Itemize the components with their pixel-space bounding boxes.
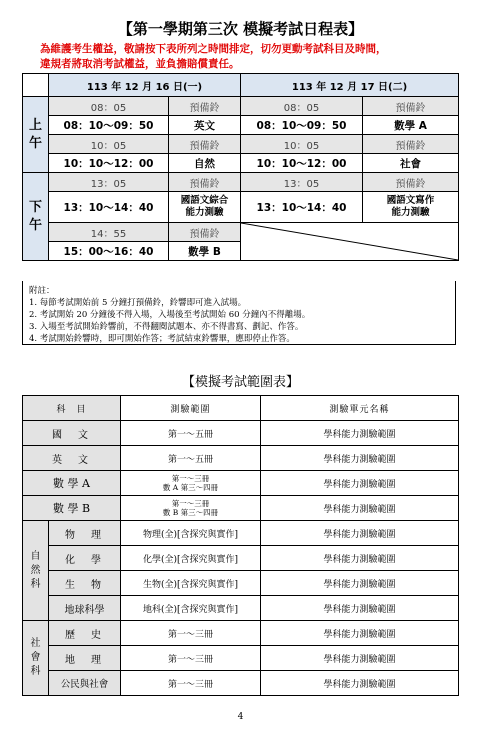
bell-time: 10：05 [49, 135, 169, 154]
bell-label: 預備鈴 [169, 173, 241, 192]
exam-time: 10：10～12：00 [49, 154, 169, 173]
note-item: 2. 考試開始 20 分鐘後不得入場，入場後至考試開始 60 分鐘內不得離場。 [29, 310, 311, 320]
scope-cell: 物理(全)[含探究與實作] [121, 521, 261, 546]
scope-cell: 第一～五冊 [121, 421, 261, 446]
header-unit: 測驗單元名稱 [261, 396, 459, 421]
science-group-label: 自然科 [23, 521, 49, 621]
unit-cell: 學科能力測驗範圍 [261, 596, 459, 621]
afternoon-label: 下午 [23, 173, 49, 261]
unit-cell: 學科能力測驗範圍 [261, 671, 459, 696]
subject-cell: 地球科學 [49, 596, 121, 621]
page-title: 【第一學期第三次 模擬考試日程表】 [117, 20, 364, 38]
subject-cell: 生 物 [49, 571, 121, 596]
notes-box [22, 281, 456, 345]
bell-time: 10：05 [241, 135, 363, 154]
scope-cell: 第一～五冊 [121, 446, 261, 471]
scope-cell: 第一～三冊 [121, 646, 261, 671]
subject-cell: 物 理 [49, 521, 121, 546]
header-subject: 科 目 [23, 396, 121, 421]
unit-cell: 學科能力測驗範圍 [261, 546, 459, 571]
range-table [22, 395, 459, 696]
range-title: 【模擬考試範圍表】 [181, 375, 299, 390]
unit-cell: 學科能力測驗範圍 [261, 646, 459, 671]
exam-time: 15：00～16：40 [49, 242, 169, 261]
corner-cell [23, 74, 49, 97]
scope-cell: 生物(全)[含探究與實作] [121, 571, 261, 596]
day2-header: 113 年 12 月 17 日(二) [241, 74, 459, 97]
exam-subject: 數學 A [363, 116, 459, 135]
bell-label: 預備鈴 [363, 173, 459, 192]
exam-subject: 國語文綜合 能力測驗 [169, 192, 241, 223]
unit-cell: 學科能力測驗範圍 [261, 446, 459, 471]
unit-cell: 學科能力測驗範圍 [261, 421, 459, 446]
bell-time: 13：05 [49, 173, 169, 192]
scope-cell: 第一～三冊 [121, 621, 261, 646]
bell-label: 預備鈴 [169, 223, 241, 242]
exam-time: 13：10～14：40 [241, 192, 363, 223]
unit-cell: 學科能力測驗範圍 [261, 571, 459, 596]
bell-label: 預備鈴 [363, 97, 459, 116]
exam-time: 08：10～09：50 [241, 116, 363, 135]
unit-cell: 學科能力測驗範圍 [261, 521, 459, 546]
social-group-label: 社會科 [23, 621, 49, 696]
exam-subject: 自然 [169, 154, 241, 173]
notice-line-1: 為維護考生權益，敬請按下表所列之時間排定，切勿更動考試科目及時間， [40, 43, 387, 55]
day1-header: 113 年 12 月 16 日(一) [49, 74, 241, 97]
note-item: 3. 入場至考試開始鈴響前，不得翻閱試題本、亦不得書寫、劃記、作答。 [29, 322, 304, 332]
exam-subject: 數學 B [169, 242, 241, 261]
scope-cell: 地科(全)[含探究與實作] [121, 596, 261, 621]
unit-cell: 學科能力測驗範圍 [261, 621, 459, 646]
bell-label: 預備鈴 [169, 97, 241, 116]
notice-line-2: 違規者將取消考試權益，並負擔賠償責任。 [40, 58, 240, 70]
subject-cell: 國 文 [23, 421, 121, 446]
morning-label: 上午 [23, 97, 49, 173]
note-item: 1. 每節考試開始前 5 分鐘打預備鈴，鈴響即可進入試場。 [29, 298, 247, 308]
subject-cell: 化 學 [49, 546, 121, 571]
subject-cell: 數 學 A [23, 471, 121, 496]
diagonal-line [241, 223, 458, 260]
exam-time: 10：10～12：00 [241, 154, 363, 173]
bell-time: 14：55 [49, 223, 169, 242]
scope-cell: 第一～三冊 數 B 第三～四冊 [121, 496, 261, 521]
unit-cell: 學科能力測驗範圍 [261, 496, 459, 521]
scope-cell: 第一～三冊 [121, 671, 261, 696]
page-number: 4 [237, 712, 244, 722]
subject-cell: 數 學 B [23, 496, 121, 521]
subject-cell: 地 理 [49, 646, 121, 671]
subject-cell: 英 文 [23, 446, 121, 471]
header-scope: 測驗範圍 [121, 396, 261, 421]
scope-cell: 化學(全)[含探究與實作] [121, 546, 261, 571]
exam-subject: 社會 [363, 154, 459, 173]
empty-slash-cell [241, 223, 459, 261]
exam-time: 13：10～14：40 [49, 192, 169, 223]
bell-time: 13：05 [241, 173, 363, 192]
schedule-table [22, 73, 459, 261]
exam-subject: 國語文寫作 能力測驗 [363, 192, 459, 223]
scope-cell: 第一～三冊 數 A 第三～四冊 [121, 471, 261, 496]
bell-time: 08：05 [241, 97, 363, 116]
exam-subject: 英文 [169, 116, 241, 135]
bell-label: 預備鈴 [363, 135, 459, 154]
exam-time: 08：10～09：50 [49, 116, 169, 135]
unit-cell: 學科能力測驗範圍 [261, 471, 459, 496]
bell-time: 08：05 [49, 97, 169, 116]
subject-cell: 公民與社會 [49, 671, 121, 696]
bell-label: 預備鈴 [169, 135, 241, 154]
note-item: 4. 考試開始鈴響時，即可開始作答；考試結束鈴響畢，應即停止作答。 [29, 334, 295, 344]
notes-heading: 附註： [29, 286, 55, 296]
subject-cell: 歷 史 [49, 621, 121, 646]
